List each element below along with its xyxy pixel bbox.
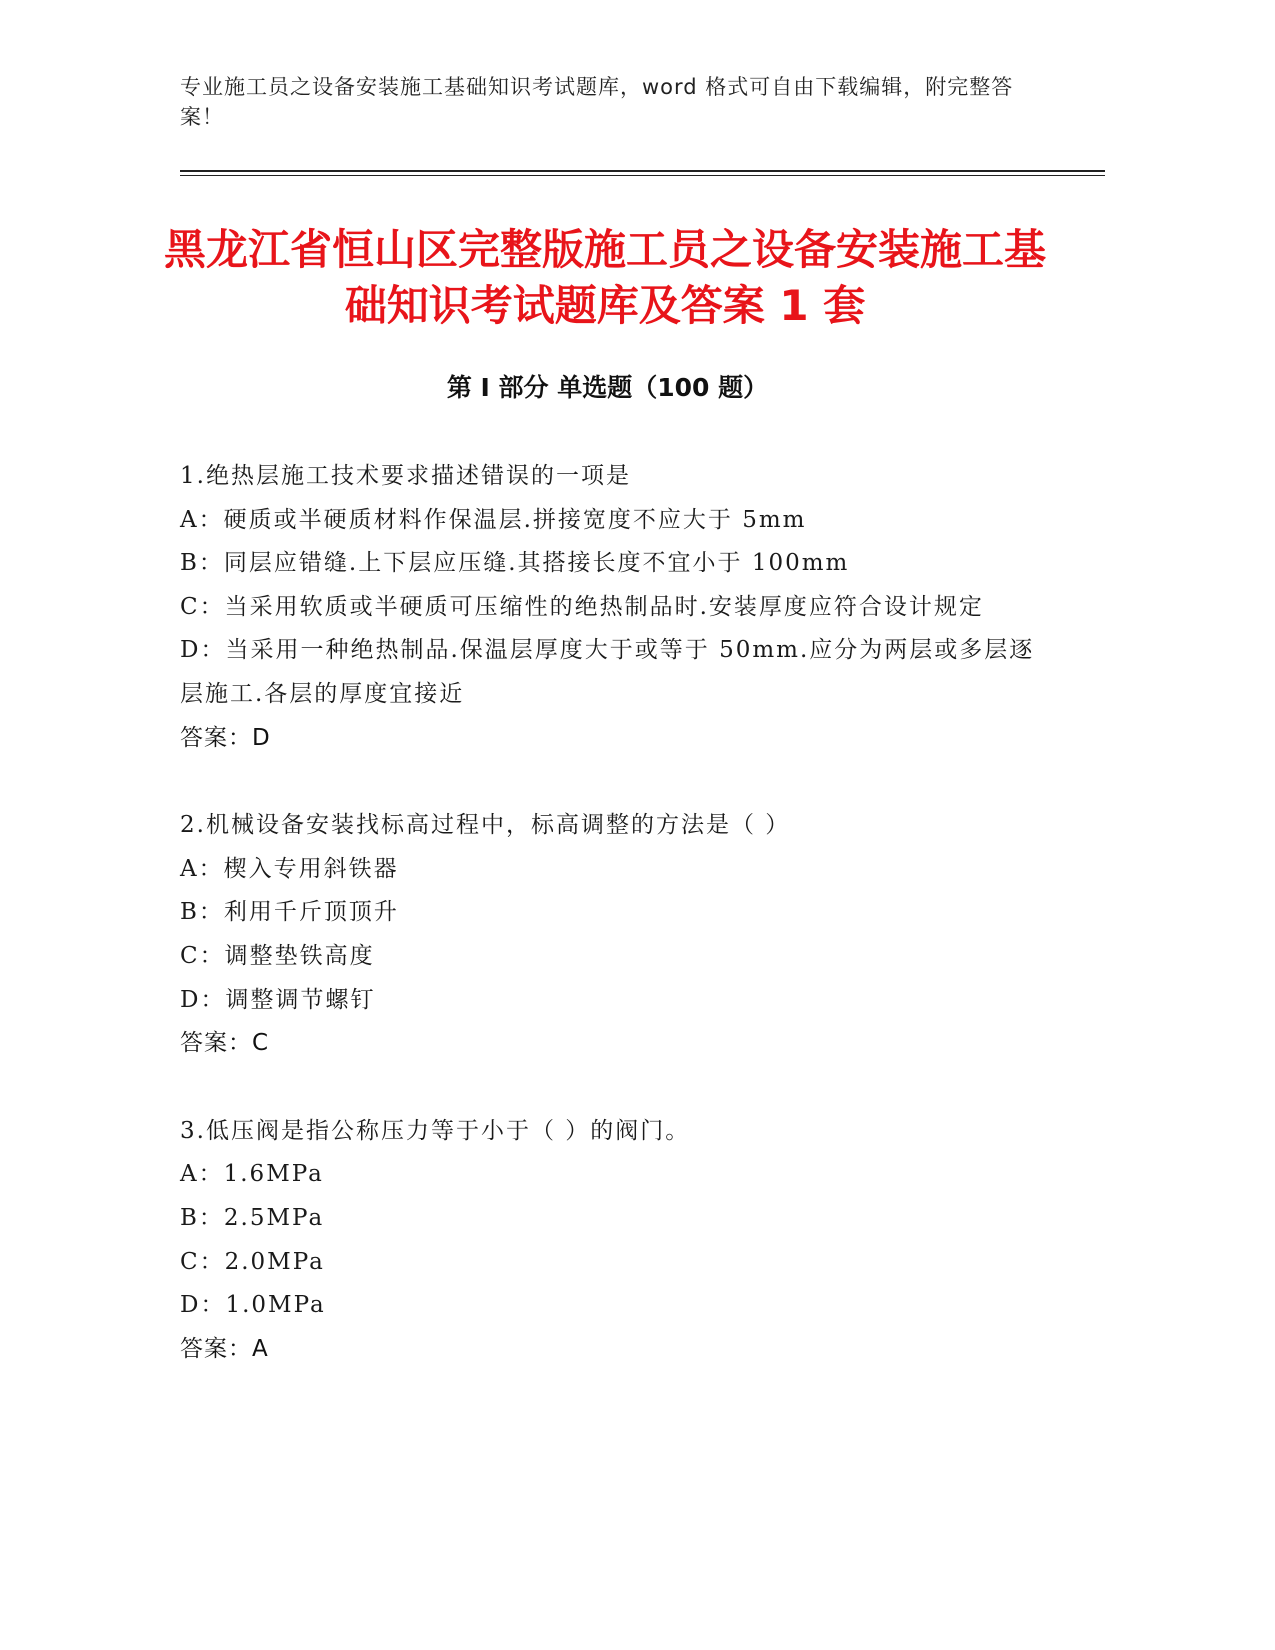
question-1 — [180, 455, 1040, 760]
header-divider-thin — [180, 175, 1105, 176]
option-a: A：硬质或半硬质材料作保温层.拼接宽度不应大于 5mm — [180, 506, 807, 533]
option-c: C：当采用软质或半硬质可压缩性的绝热制品时.安装厚度应符合设计规定 — [180, 593, 984, 620]
question-stem: 3.低压阀是指公称压力等于小于（ ）的阀门。 — [180, 1117, 691, 1144]
header-divider-thick — [180, 170, 1105, 172]
option-b: B：利用千斤顶顶升 — [180, 899, 399, 926]
document-title: 黑龙江省恒山区完整版施工员之设备安装施工基础知识考试题库及答案 1 套 — [163, 225, 1046, 330]
option-d: D：1.0MPa — [180, 1292, 326, 1319]
question-stem: 1.绝热层施工技术要求描述错误的一项是 — [180, 463, 631, 489]
question-3 — [180, 1110, 1040, 1372]
option-d: D：调整调节螺钉 — [180, 986, 376, 1013]
section-heading: 第 I 部分 单选题（100 题） — [446, 373, 769, 402]
option-b: B：同层应错缝.上下层应压缝.其搭接长度不宜小于 100mm — [180, 550, 850, 577]
question-stem: 2.机械设备安装找标高过程中，标高调整的方法是（ ） — [180, 812, 791, 839]
option-a: A：1.6MPa — [180, 1161, 324, 1188]
option-d: D：当采用一种绝热制品.保温层厚度大于或等于 50mm.应分为两层或多层逐层施工.各层的厚度宜接近 — [180, 637, 1035, 707]
question-list — [180, 455, 1040, 1415]
option-c: C：调整垫铁高度 — [180, 942, 375, 969]
option-b: B：2.5MPa — [180, 1204, 325, 1231]
question-2 — [180, 804, 1040, 1066]
answer: 答案：A — [180, 1335, 269, 1362]
answer: 答案：C — [180, 1030, 270, 1057]
answer: 答案：D — [180, 724, 271, 751]
header-note: 专业施工员之设备安装施工基础知识考试题库，word 格式可自由下载编辑，附完整答案！ — [180, 75, 1014, 129]
option-c: C：2.0MPa — [180, 1248, 325, 1275]
option-a: A：楔入专用斜铁器 — [180, 855, 399, 882]
